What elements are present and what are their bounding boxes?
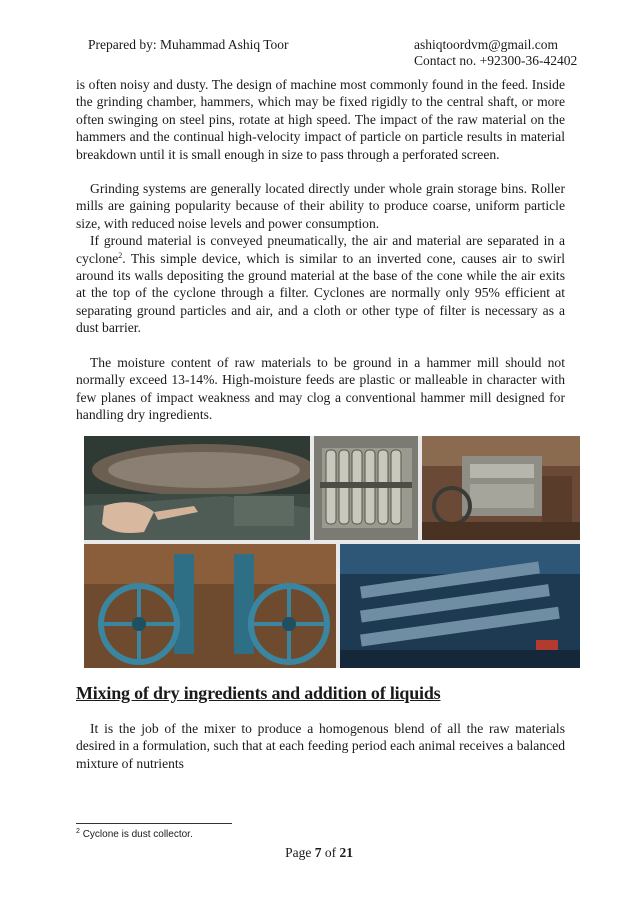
photo-roller-mill-machine: [422, 436, 580, 540]
page-current: 7: [314, 845, 322, 860]
footnote: [76, 829, 193, 840]
header-phone: Contact no. +92300-36-42402: [414, 53, 578, 68]
page-total: 21: [339, 845, 353, 860]
paragraph-cyclone: [76, 232, 565, 336]
paragraph-hammer-mill: is often noisy and dusty. The design of machine most commonly found in the feed. Inside the grinding chamber, hammers, which may be fixed rigidly to the central shaft, or more often swinging on steel pins, rotate at high speed. The impact of the raw material on the hammers and the continual high-velocity impact of particle on particle results in material breakdown until it is small enough in size to pass through a perforated screen.: [76, 77, 565, 162]
footnote-divider: [76, 823, 232, 824]
cyclone-text-end: . This simple device, which is similar to an inverted cone, causes air to swirl around its walls depositing the ground material at the base of the cone while the air exits at the top of the cyclone through a filter. Cyclones are normally only 95% efficient at separating ground particles and air, and a cloth or other type of filter is necessary as a dust barrier.: [76, 250, 565, 336]
paragraph-mixer: It is the job of the mixer to produce a homogenous blend of all the raw materials desired in a formulation, such that at each feeding period each animal receives a balanced mixture of nutrients: [76, 721, 565, 771]
page-label: Page: [285, 845, 312, 860]
header-contact-block: [414, 37, 577, 69]
header-email: ashiqtoordvm@gmail.com: [414, 37, 559, 52]
photo-blue-pulleys: [84, 544, 336, 668]
cyclone-text-start: If ground material is conveyed pneumatically, the air and material are separated in a cyclone: [76, 233, 565, 266]
photo-hammer-mill-open: [84, 436, 310, 540]
section-heading-mixing: Mixing of dry ingredients and addition of liquids: [76, 683, 441, 703]
footnote-number: 2: [76, 828, 80, 835]
footnote-text: Cyclone is dust collector.: [82, 829, 193, 840]
paragraph-moisture: The moisture content of raw materials to be ground in a hammer mill should not normally exceed 13-14%. High-moisture feeds are plastic or malleable in character with few planes of impact weakness and may clog a conventional hammer mill designed for handling dry ingredients.: [76, 354, 565, 422]
photo-hammers-rotor: [314, 436, 418, 540]
page-number: [0, 845, 638, 861]
header-author: Prepared by: Muhammad Ashiq Toor: [88, 37, 289, 52]
paragraph-grinding-systems: Grinding systems are generally located directly under whole grain storage bins. Roller mills are gaining popularity because of their ability to produce coarse, uniform particle size, with reduced noise levels and power consumption.: [76, 181, 565, 231]
footnote-reference[interactable]: 2: [118, 250, 123, 260]
machinery-photo-collage: [84, 436, 580, 668]
photo-rotor-closeup: [340, 544, 580, 668]
body-text: [76, 76, 565, 423]
page-of: of: [324, 845, 337, 860]
